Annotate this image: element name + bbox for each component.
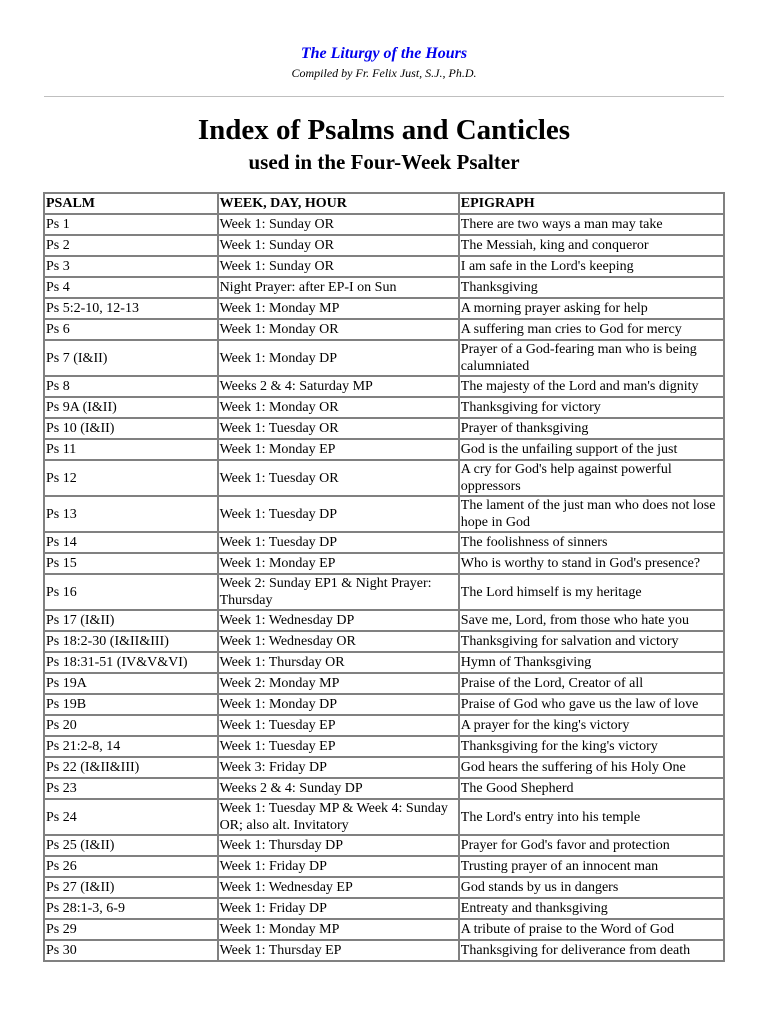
psalm-cell: Ps 14 <box>44 532 218 553</box>
epigraph-cell: Save me, Lord, from those who hate you <box>459 610 724 631</box>
week-day-hour-cell: Week 1: Sunday OR <box>218 256 459 277</box>
table-row <box>44 376 724 397</box>
epigraph-cell: Thanksgiving for the king's victory <box>459 736 724 757</box>
psalm-cell: Ps 23 <box>44 778 218 799</box>
epigraph-cell: The foolishness of sinners <box>459 532 724 553</box>
psalm-cell: Ps 13 <box>44 496 218 532</box>
table-body <box>44 214 724 961</box>
psalm-cell: Ps 12 <box>44 460 218 496</box>
table-row <box>44 631 724 652</box>
week-day-hour-cell: Week 1: Monday MP <box>218 919 459 940</box>
table-row <box>44 856 724 877</box>
psalm-cell: Ps 10 (I&II) <box>44 418 218 439</box>
epigraph-cell: Thanksgiving <box>459 277 724 298</box>
week-day-hour-cell: Week 1: Monday OR <box>218 319 459 340</box>
epigraph-cell: Praise of the Lord, Creator of all <box>459 673 724 694</box>
table-row <box>44 673 724 694</box>
column-header-psalm: PSALM <box>44 193 218 214</box>
table-header-row <box>44 193 724 214</box>
table-row <box>44 256 724 277</box>
week-day-hour-cell: Week 2: Monday MP <box>218 673 459 694</box>
table-row <box>44 652 724 673</box>
table-row <box>44 835 724 856</box>
psalm-index-table <box>43 192 725 962</box>
epigraph-cell: The Good Shepherd <box>459 778 724 799</box>
epigraph-cell: Thanksgiving for salvation and victory <box>459 631 724 652</box>
table-row <box>44 919 724 940</box>
psalm-cell: Ps 15 <box>44 553 218 574</box>
week-day-hour-cell: Week 1: Friday DP <box>218 856 459 877</box>
table-row <box>44 397 724 418</box>
table-row <box>44 277 724 298</box>
table-row <box>44 877 724 898</box>
table-row <box>44 898 724 919</box>
column-header-epigraph: EPIGRAPH <box>459 193 724 214</box>
psalm-cell: Ps 22 (I&II&III) <box>44 757 218 778</box>
psalm-cell: Ps 20 <box>44 715 218 736</box>
week-day-hour-cell: Week 1: Monday DP <box>218 340 459 376</box>
psalm-cell: Ps 18:2-30 (I&II&III) <box>44 631 218 652</box>
psalm-cell: Ps 17 (I&II) <box>44 610 218 631</box>
psalm-cell: Ps 8 <box>44 376 218 397</box>
psalm-cell: Ps 29 <box>44 919 218 940</box>
epigraph-cell: There are two ways a man may take <box>459 214 724 235</box>
epigraph-cell: Prayer of a God-fearing man who is being calumniated <box>459 340 724 376</box>
epigraph-cell: God stands by us in dangers <box>459 877 724 898</box>
psalm-cell: Ps 19B <box>44 694 218 715</box>
table-row <box>44 694 724 715</box>
epigraph-cell: Trusting prayer of an innocent man <box>459 856 724 877</box>
epigraph-cell: Praise of God who gave us the law of love <box>459 694 724 715</box>
table-row <box>44 319 724 340</box>
psalm-cell: Ps 4 <box>44 277 218 298</box>
week-day-hour-cell: Week 1: Sunday OR <box>218 235 459 256</box>
table-row <box>44 940 724 961</box>
week-day-hour-cell: Week 1: Tuesday EP <box>218 736 459 757</box>
week-day-hour-cell: Week 1: Thursday OR <box>218 652 459 673</box>
week-day-hour-cell: Week 1: Wednesday DP <box>218 610 459 631</box>
epigraph-cell: Thanksgiving for victory <box>459 397 724 418</box>
psalm-cell: Ps 1 <box>44 214 218 235</box>
table-row <box>44 610 724 631</box>
epigraph-cell: The Lord himself is my heritage <box>459 574 724 610</box>
page-title: Index of Psalms and Canticles <box>197 114 571 146</box>
table-row <box>44 235 724 256</box>
week-day-hour-cell: Week 1: Tuesday EP <box>218 715 459 736</box>
week-day-hour-cell: Week 1: Tuesday DP <box>218 532 459 553</box>
psalm-cell: Ps 2 <box>44 235 218 256</box>
epigraph-cell: The Messiah, king and conqueror <box>459 235 724 256</box>
week-day-hour-cell: Week 1: Thursday EP <box>218 940 459 961</box>
epigraph-cell: Who is worthy to stand in God's presence? <box>459 553 724 574</box>
week-day-hour-cell: Week 1: Tuesday OR <box>218 418 459 439</box>
site-title-link[interactable]: The Liturgy of the Hours <box>300 45 468 62</box>
epigraph-cell: God hears the suffering of his Holy One <box>459 757 724 778</box>
table-row <box>44 214 724 235</box>
epigraph-cell: The majesty of the Lord and man's dignity <box>459 376 724 397</box>
epigraph-cell: A suffering man cries to God for mercy <box>459 319 724 340</box>
epigraph-cell: Entreaty and thanksgiving <box>459 898 724 919</box>
table-row <box>44 340 724 376</box>
psalm-cell: Ps 9A (I&II) <box>44 397 218 418</box>
psalm-cell: Ps 7 (I&II) <box>44 340 218 376</box>
week-day-hour-cell: Weeks 2 & 4: Saturday MP <box>218 376 459 397</box>
table-row <box>44 496 724 532</box>
psalm-cell: Ps 11 <box>44 439 218 460</box>
psalm-cell: Ps 25 (I&II) <box>44 835 218 856</box>
week-day-hour-cell: Week 3: Friday DP <box>218 757 459 778</box>
table-row <box>44 532 724 553</box>
week-day-hour-cell: Weeks 2 & 4: Sunday DP <box>218 778 459 799</box>
week-day-hour-cell: Week 1: Wednesday OR <box>218 631 459 652</box>
psalm-cell: Ps 30 <box>44 940 218 961</box>
week-day-hour-cell: Week 1: Tuesday DP <box>218 496 459 532</box>
epigraph-cell: Thanksgiving for deliverance from death <box>459 940 724 961</box>
epigraph-cell: Prayer of thanksgiving <box>459 418 724 439</box>
epigraph-cell: A morning prayer asking for help <box>459 298 724 319</box>
week-day-hour-cell: Week 1: Sunday OR <box>218 214 459 235</box>
psalm-cell: Ps 6 <box>44 319 218 340</box>
header-divider <box>44 96 724 97</box>
week-day-hour-cell: Week 1: Monday OR <box>218 397 459 418</box>
epigraph-cell: A cry for God's help against powerful oppressors <box>459 460 724 496</box>
epigraph-cell: I am safe in the Lord's keeping <box>459 256 724 277</box>
psalm-cell: Ps 19A <box>44 673 218 694</box>
table-row <box>44 553 724 574</box>
week-day-hour-cell: Week 1: Thursday DP <box>218 835 459 856</box>
week-day-hour-cell: Week 2: Sunday EP1 & Night Prayer: Thursday <box>218 574 459 610</box>
week-day-hour-cell: Week 1: Wednesday EP <box>218 877 459 898</box>
table-row <box>44 418 724 439</box>
psalm-cell: Ps 27 (I&II) <box>44 877 218 898</box>
week-day-hour-cell: Week 1: Monday EP <box>218 553 459 574</box>
table-row <box>44 574 724 610</box>
table-row <box>44 715 724 736</box>
epigraph-cell: A tribute of praise to the Word of God <box>459 919 724 940</box>
week-day-hour-cell: Week 1: Monday EP <box>218 439 459 460</box>
psalm-cell: Ps 16 <box>44 574 218 610</box>
psalm-cell: Ps 3 <box>44 256 218 277</box>
week-day-hour-cell: Night Prayer: after EP-I on Sun <box>218 277 459 298</box>
psalm-cell: Ps 18:31-51 (IV&V&VI) <box>44 652 218 673</box>
table-row <box>44 757 724 778</box>
psalm-cell: Ps 24 <box>44 799 218 835</box>
psalm-cell: Ps 26 <box>44 856 218 877</box>
table-row <box>44 460 724 496</box>
table-row <box>44 298 724 319</box>
epigraph-cell: The Lord's entry into his temple <box>459 799 724 835</box>
psalm-cell: Ps 5:2-10, 12-13 <box>44 298 218 319</box>
week-day-hour-cell: Week 1: Friday DP <box>218 898 459 919</box>
psalm-cell: Ps 21:2-8, 14 <box>44 736 218 757</box>
table-row <box>44 778 724 799</box>
week-day-hour-cell: Week 1: Monday MP <box>218 298 459 319</box>
week-day-hour-cell: Week 1: Tuesday MP & Week 4: Sunday OR; also alt. Invitatory <box>218 799 459 835</box>
psalm-cell: Ps 28:1-3, 6-9 <box>44 898 218 919</box>
epigraph-cell: A prayer for the king's victory <box>459 715 724 736</box>
site-subtitle: Compiled by Fr. Felix Just, S.J., Ph.D. <box>291 66 477 80</box>
column-header-week-day-hour: WEEK, DAY, HOUR <box>218 193 459 214</box>
table-row <box>44 439 724 460</box>
epigraph-cell: Prayer for God's favor and protection <box>459 835 724 856</box>
epigraph-cell: The lament of the just man who does not lose hope in God <box>459 496 724 532</box>
table-row <box>44 736 724 757</box>
table-row <box>44 799 724 835</box>
epigraph-cell: God is the unfailing support of the just <box>459 439 724 460</box>
page-subtitle: used in the Four-Week Psalter <box>248 150 520 174</box>
week-day-hour-cell: Week 1: Tuesday OR <box>218 460 459 496</box>
week-day-hour-cell: Week 1: Monday DP <box>218 694 459 715</box>
epigraph-cell: Hymn of Thanksgiving <box>459 652 724 673</box>
